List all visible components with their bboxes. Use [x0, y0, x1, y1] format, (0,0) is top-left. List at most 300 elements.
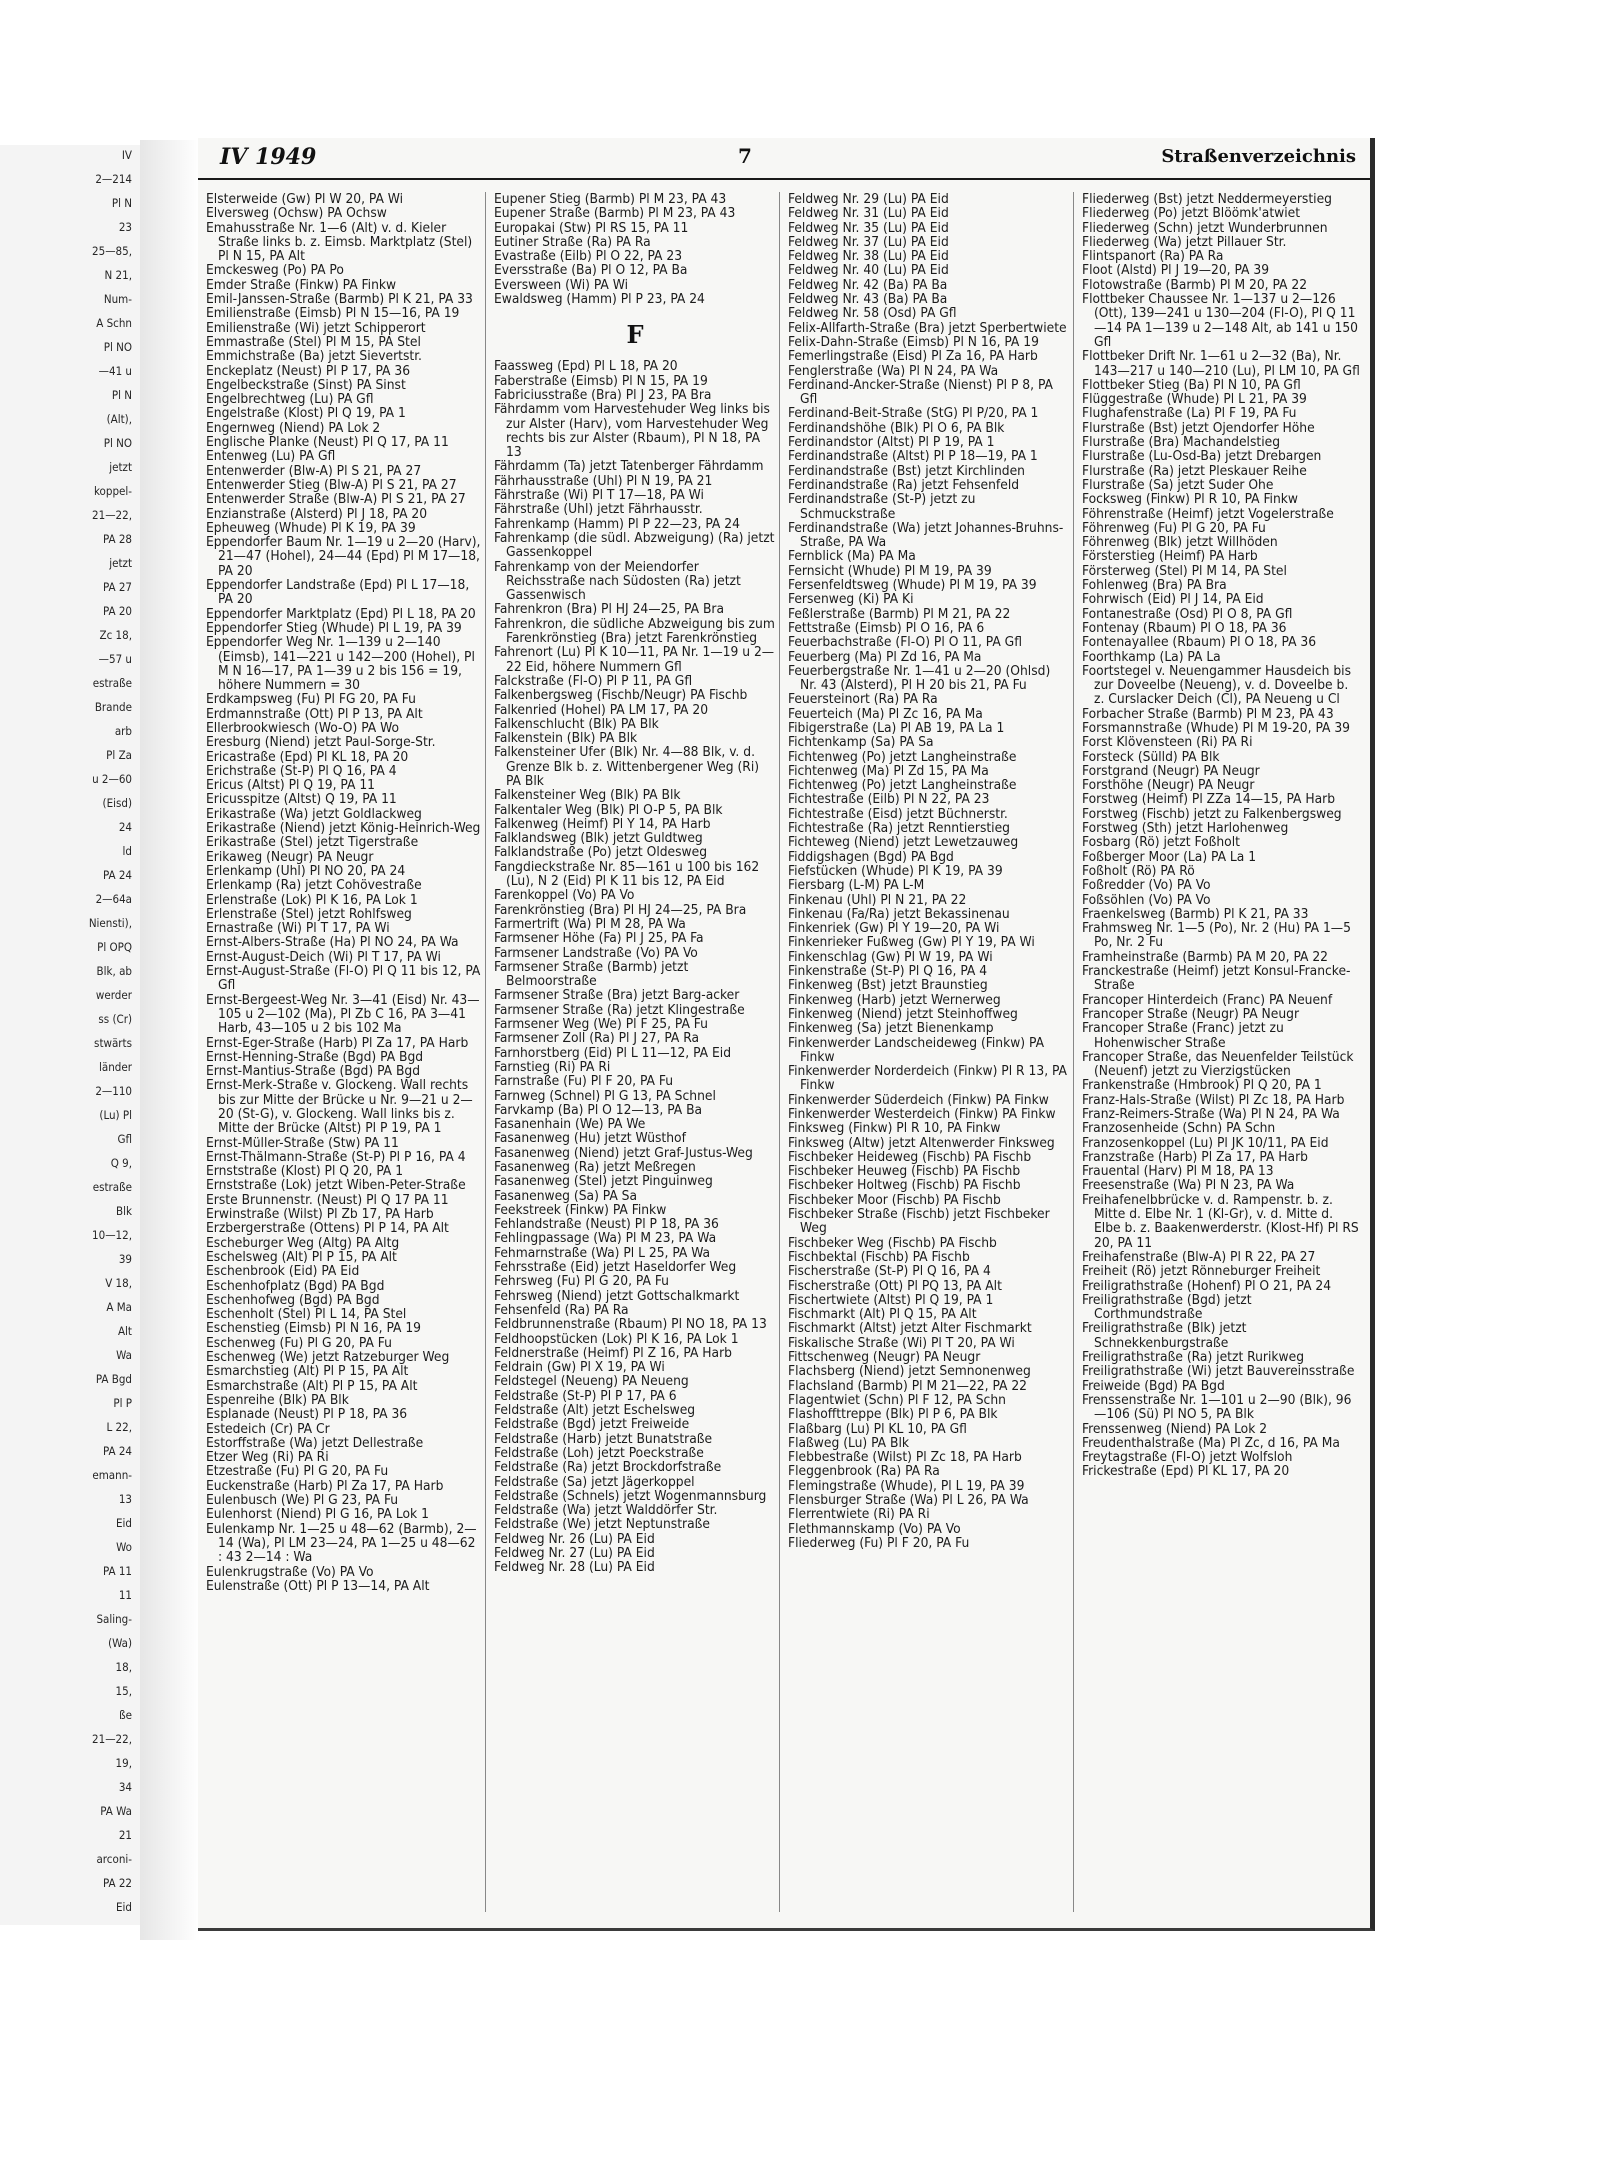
street-entry: Feuersteinort (Ra) PA Ra	[788, 691, 938, 708]
street-entry: Fichtestraße (Eilb) Pl N 22, PA 23	[788, 791, 990, 808]
street-entry: Fliederweg (Bst) jetzt Neddermeyerstieg	[1082, 192, 1332, 207]
street-entry: Freytagstraße (Fl-O) jetzt Wolfsloh	[1082, 1449, 1293, 1466]
strip-fragment: —57 u	[98, 652, 132, 666]
street-entry: Escheburger Weg (Altg) PA Altg	[206, 1234, 400, 1251]
street-entry: Finksweg (Altw) jetzt Altenwerder Finksweg	[788, 1134, 1055, 1151]
street-entry: Fliederweg (Po) jetzt Blöömk'atwiet	[1082, 205, 1301, 222]
street-entry: Fasanenweg (Niend) jetzt Graf-Justus-Weg	[494, 1144, 753, 1161]
street-entry: Forsmannstraße (Whude) Pl M 19-20, PA 39	[1082, 719, 1350, 736]
street-entry: Feldstraße (Sa) jetzt Jägerkoppel	[494, 1473, 695, 1490]
street-entry: Espenreihe (Blk) PA Blk	[206, 1391, 349, 1408]
street-entry: Francoper Straße, das Neuenfelder Teilstück (Neuenf) jetzt zu Vierzigstücken	[1082, 1048, 1354, 1080]
street-entry: Fasanenhain (We) PA We	[494, 1116, 646, 1133]
street-entry: Farmsener Weg (We) Pl F 25, PA Fu	[494, 1016, 708, 1033]
street-entry: Ernst-Albers-Straße (Ha) Pl NO 24, PA Wa	[206, 934, 459, 951]
street-entry: Farmertrift (Wa) Pl M 28, PA Wa	[494, 915, 686, 932]
strip-fragment: jetzt	[109, 460, 132, 474]
strip-fragment: PA Bgd	[95, 1372, 132, 1386]
street-entry: Fichtestraße (Ra) jetzt Renntierstieg	[788, 820, 1011, 837]
street-entry: Ernst-Thälmann-Straße (St-P) Pl P 16, PA 4	[206, 1148, 466, 1165]
street-entry: Fiddigshagen (Bgd) PA Bgd	[788, 848, 954, 865]
street-entry: Ferdinandstraße (Altst) Pl P 18—19, PA 1	[788, 448, 1038, 465]
strip-fragment: Saling-	[96, 1612, 132, 1626]
street-entry: Feldweg Nr. 35 (Lu) PA Eid	[788, 219, 949, 236]
street-entry: Feßlerstraße (Barmb) Pl M 21, PA 22	[788, 605, 1011, 622]
street-entry: Eulenkrugstraße (Vo) PA Vo	[206, 1563, 374, 1580]
street-entry: Feldhoopstücken (Lok) Pl K 16, PA Lok 1	[494, 1330, 739, 1347]
street-entry: Flurstraße (Sa) jetzt Suder Ohe	[1082, 476, 1274, 493]
volume-year: IV 1949	[220, 144, 317, 170]
street-entry: Erwinstraße (Wilst) Pl Zb 17, PA Harb	[206, 1206, 434, 1223]
strip-fragment: PA 27	[102, 580, 132, 594]
street-entry: Farmsener Zoll (Ra) Pl J 27, PA Ra	[494, 1030, 700, 1047]
street-entry: Franz-Hals-Straße (Wilst) Pl Zc 18, PA Harb	[1082, 1091, 1345, 1108]
street-entry: Fabriciusstraße (Bra) Pl J 23, PA Bra	[494, 386, 712, 403]
street-entry: Eupener Straße (Barmb) Pl M 23, PA 43	[494, 205, 736, 222]
street-entry: Ewaldsweg (Hamm) Pl P 23, PA 24	[494, 291, 705, 308]
street-entry: Floot (Alstd) Pl J 19—20, PA 39	[1082, 262, 1270, 279]
street-entry: Fontenayallee (Rbaum) Pl O 18, PA 36	[1082, 634, 1317, 651]
street-entry: Fasanenweg (Stel) jetzt Pinguinweg	[494, 1173, 713, 1190]
strip-fragment: L 22,	[106, 1420, 132, 1434]
street-entry: Erzbergerstraße (Ottens) Pl P 14, PA Alt	[206, 1220, 449, 1237]
page-header	[198, 138, 1370, 180]
street-entry: Esmarchstieg (Alt) Pl P 15, PA Alt	[206, 1363, 409, 1380]
street-entry: Finkenstraße (St-P) Pl Q 16, PA 4	[788, 963, 988, 980]
street-entry: Ernastraße (Wi) Pl T 17, PA Wi	[206, 920, 390, 937]
strip-fragment: 2—214	[95, 172, 132, 186]
strip-fragment: Pl Za	[106, 748, 132, 762]
street-entry: Fischmarkt (Alt) Pl Q 15, PA Alt	[788, 1306, 977, 1323]
street-entry: Franzosenkoppel (Lu) Pl JK 10/11, PA Eid	[1082, 1134, 1329, 1151]
strip-fragment: —41 u	[98, 364, 132, 378]
strip-fragment: ße	[119, 1708, 132, 1722]
street-entry: Freihafenstraße (Blw-A) Pl R 22, PA 27	[1082, 1248, 1316, 1265]
street-entry: Forstweg (Sth) jetzt Harlohenweg	[1082, 820, 1289, 837]
street-entry: Feldstraße (Harb) jetzt Bunatstraße	[494, 1430, 713, 1447]
street-entry: Enzianstraße (Alsterd) Pl J 18, PA 20	[206, 505, 428, 522]
strip-fragment: 21—22,	[92, 508, 132, 522]
strip-fragment: 25—85,	[92, 244, 132, 258]
street-entry: Enckeplatz (Neust) Pl P 17, PA 36	[206, 362, 411, 379]
street-entry: Flachsberg (Niend) jetzt Semnonenweg	[788, 1363, 1031, 1380]
strip-fragment: (Alt),	[106, 412, 132, 426]
street-entry: Eversstraße (Ba) Pl O 12, PA Ba	[494, 262, 688, 279]
street-entry: Falkenbergsweg (Fischb/Neugr) PA Fischb	[494, 687, 748, 704]
street-entry: Fiskalische Straße (Wi) Pl T 20, PA Wi	[788, 1334, 1015, 1351]
street-entry: Fischbeker Heideweg (Fischb) PA Fischb	[788, 1148, 1032, 1165]
street-entry: Frahmsweg Nr. 1—5 (Po), Nr. 2 (Hu) PA 1—5 Po, Nr. 2 Fu	[1082, 920, 1351, 951]
street-entry: Feuerbachstraße (Fl-O) Pl O 11, PA Gfl	[788, 634, 1022, 651]
strip-fragment: Zc 18,	[99, 628, 132, 642]
street-entry: Ericus (Altst) Pl Q 19, PA 11	[206, 777, 375, 794]
strip-fragment: Gfl	[117, 1132, 132, 1146]
street-entry: Falkentaler Weg (Blk) Pl O-P 5, PA Blk	[494, 801, 723, 818]
strip-fragment: N 21,	[104, 268, 132, 282]
street-entry: Entenwerder Stieg (Blw-A) Pl S 21, PA 27	[206, 476, 457, 493]
street-entry: Ernst-Merk-Straße v. Glockeng. Wall rechts bis zur Mitte der Brücke u Nr. 9—21 u 2—20 (St-G), v. Glockeng. Wall links bis z. Mitte der Brücke (Altst) Pl P 19, PA 1	[206, 1077, 473, 1137]
street-entry: Ernst-Eger-Straße (Harb) Pl Za 17, PA Harb	[206, 1034, 469, 1051]
strip-fragment: 10—12,	[92, 1228, 132, 1242]
street-entry: Feldstraße (Wa) jetzt Walddörfer Str.	[494, 1502, 718, 1519]
page-fold	[140, 140, 200, 1940]
street-entry: Freiligrathstraße (Hohenf) Pl O 21, PA 24	[1082, 1277, 1332, 1294]
street-entry: Freesenstraße (Wa) Pl N 23, PA Wa	[1082, 1177, 1295, 1194]
street-entry: Feldbrunnenstraße (Rbaum) Pl NO 18, PA 13	[494, 1316, 767, 1333]
street-entry: Farnstieg (Ri) PA Ri	[494, 1058, 611, 1075]
strip-fragment: ss (Cr)	[98, 1012, 132, 1026]
street-entry: Erikastraße (Stel) jetzt Tigerstraße	[206, 834, 419, 851]
street-entry: Fohlenweg (Bra) PA Bra	[1082, 577, 1227, 594]
street-entry: Entenweg (Lu) PA Gfl	[206, 448, 336, 465]
street-entry: Feldweg Nr. 26 (Lu) PA Eid	[494, 1530, 655, 1547]
street-entry: Falkensteiner Weg (Blk) PA Blk	[494, 787, 681, 804]
strip-fragment: Pl N	[111, 196, 132, 210]
street-entry: Franzstraße (Harb) Pl Za 17, PA Harb	[1082, 1148, 1308, 1165]
strip-fragment: 19,	[115, 1756, 132, 1770]
street-entry: Farenkoppel (Vo) PA Vo	[494, 887, 635, 904]
street-entry: Erdkampsweg (Fu) Pl FG 20, PA Fu	[206, 691, 416, 708]
street-entry: Flurstraße (Bst) jetzt Ojendorfer Höhe	[1082, 419, 1315, 436]
street-entry: Feldstraße (Bgd) jetzt Freiweide	[494, 1416, 690, 1433]
street-entry: Farmsener Straße (Barmb) jetzt Belmoorstraße	[494, 958, 689, 990]
street-entry: Feldweg Nr. 40 (Lu) PA Eid	[788, 262, 949, 279]
street-entry: Eschenholt (Stel) Pl L 14, PA Stel	[206, 1306, 407, 1323]
street-entry: Fasanenweg (Sa) PA Sa	[494, 1187, 638, 1204]
street-entry: Farnhorstberg (Eid) Pl L 11—12, PA Eid	[494, 1044, 732, 1061]
street-entry: Feldstraße (Ra) jetzt Brockdorfstraße	[494, 1459, 722, 1476]
street-entry: Ernst-Mantius-Straße (Bgd) PA Bgd	[206, 1063, 421, 1080]
street-entry: Feldweg Nr. 28 (Lu) PA Eid	[494, 1559, 655, 1576]
strip-fragment: koppel-	[93, 484, 132, 498]
street-entry: Erlenstraße (Lok) Pl K 16, PA Lok 1	[206, 891, 418, 908]
street-entry: Fährhausstraße (Uhl) Pl N 19, PA 21	[494, 472, 713, 489]
street-entry: Foßholt (Rö) PA Rö	[1082, 862, 1195, 879]
street-entry: Flebbestraße (Wilst) Pl Zc 18, PA Harb	[788, 1449, 1022, 1466]
street-entry: Eulenstraße (Ott) Pl P 13—14, PA Alt	[206, 1577, 430, 1594]
street-entry: Feldweg Nr. 31 (Lu) PA Eid	[788, 205, 949, 222]
street-entry: Flotowstraße (Barmb) Pl M 20, PA 22	[1082, 276, 1308, 293]
street-entry: Estedeich (Cr) PA Cr	[206, 1420, 330, 1437]
street-entry: Forsteck (Sülld) PA Blk	[1082, 748, 1220, 765]
street-entry: Flurstraße (Lu-Osd-Ba) jetzt Drebargen	[1082, 448, 1322, 465]
street-entry: Fichtestraße (Eisd) jetzt Büchnerstr.	[788, 805, 1008, 822]
street-entry: Flurstraße (Bra) Machandelstieg	[1082, 434, 1281, 451]
street-entry: Freiligrathstraße (Bgd) jetzt Corthmundstraße	[1082, 1291, 1252, 1323]
street-entry: Fischerstraße (St-P) Pl Q 16, PA 4	[788, 1263, 991, 1280]
strip-fragment: Pl NO	[103, 436, 132, 450]
column-3	[779, 192, 1074, 1912]
street-entry: Emahusstraße Nr. 1—6 (Alt) v. d. Kieler Straße links b. z. Eimsb. Marktplatz (Stel) Pl N 15, PA Alt	[206, 219, 473, 265]
street-entry: Feldweg Nr. 38 (Lu) PA Eid	[788, 248, 949, 265]
street-entry: Fichteweg (Niend) jetzt Lewetzauweg	[788, 834, 1019, 851]
street-entry: Engelbrechtweg (Lu) PA Gfl	[206, 391, 374, 408]
street-entry: Flüggestraße (Whude) Pl L 21, PA 39	[1082, 391, 1307, 408]
street-entry: Engelbeckstraße (Sinst) PA Sinst	[206, 376, 406, 393]
street-entry: Finkenau (Uhl) Pl N 21, PA 22	[788, 891, 967, 908]
street-entry: Forsthöhe (Neugr) PA Neugr	[1082, 777, 1255, 794]
street-entry: Emil-Janssen-Straße (Barmb) Pl K 21, PA 33	[206, 291, 473, 308]
street-entry: Farnweg (Schnel) Pl G 13, PA Schnel	[494, 1087, 716, 1104]
street-entry: Englische Planke (Neust) Pl Q 17, PA 11	[206, 434, 449, 451]
street-entry: Emmastraße (Stel) Pl M 15, PA Stel	[206, 333, 421, 350]
street-entry: Eschenweg (We) jetzt Ratzeburger Weg	[206, 1349, 450, 1366]
street-entry: Fliederweg (Wa) jetzt Pillauer Str.	[1082, 233, 1287, 250]
street-entry: Finkenweg (Sa) jetzt Bienenkamp	[788, 1020, 994, 1037]
street-entry: Ferdinandshöhe (Blk) Pl O 6, PA Blk	[788, 419, 1005, 436]
street-entry: Focksweg (Finkw) Pl R 10, PA Finkw	[1082, 491, 1298, 508]
street-entry: Foorthkamp (La) PA La	[1082, 648, 1221, 665]
street-entry: Fichtenweg (Ma) Pl Zd 15, PA Ma	[788, 762, 989, 779]
street-entry: Fiersbarg (L-M) PA L-M	[788, 877, 925, 894]
street-entry: Fährstraße (Wi) Pl T 17—18, PA Wi	[494, 487, 704, 504]
street-entry: Francoper Straße (Franc) jetzt zu Hohenwischer Straße	[1082, 1020, 1284, 1051]
street-entry: Finkenwerder Norderdeich (Finkw) Pl R 13, PA Finkw	[788, 1063, 1067, 1094]
street-entry: Fersenweg (Ki) PA Ki	[788, 591, 914, 608]
strip-fragment: stwärts	[94, 1036, 132, 1050]
street-entry: Falkensteiner Ufer (Blk) Nr. 4—88 Blk, v. d. Grenze Blk b. z. Wittenbergener Weg (Ri) PA Blk	[494, 744, 760, 789]
street-entry: Finkenweg (Niend) jetzt Steinhoffweg	[788, 1005, 1018, 1022]
street-entry: Engernweg (Niend) PA Lok 2	[206, 419, 381, 436]
street-entry: Ferdinandstraße (Ra) jetzt Fehsenfeld	[788, 476, 1020, 493]
street-entry: Felix-Dahn-Straße (Eimsb) Pl N 16, PA 19	[788, 333, 1039, 350]
street-entry: Engelstraße (Klost) Pl Q 19, PA 1	[206, 405, 406, 422]
street-entry: Eversween (Wi) PA Wi	[494, 276, 629, 293]
street-entry: Erlenkamp (Ra) jetzt Cohövestraße	[206, 877, 422, 894]
street-entry: Feldweg Nr. 27 (Lu) PA Eid	[494, 1545, 655, 1562]
street-entry: Farmsener Straße (Ra) jetzt Klingestraße	[494, 1001, 745, 1018]
strip-fragment: Pl NO	[103, 340, 132, 354]
strip-fragment: 11	[118, 1588, 132, 1602]
street-entry: Fleggenbrook (Ra) PA Ra	[788, 1463, 940, 1480]
street-entry: Forbacher Straße (Barmb) Pl M 23, PA 43	[1082, 705, 1334, 722]
street-entry: Fichtenweg (Po) jetzt Langheinstraße	[788, 748, 1017, 765]
street-entry: Forst Klövensteen (Ri) PA Ri	[1082, 734, 1253, 751]
street-entry: Flagentwiet (Schn) Pl F 12, PA Schn	[788, 1391, 1006, 1408]
street-entry: Fährdamm (Ta) jetzt Tatenberger Fährdamm	[494, 458, 764, 475]
strip-fragment: Pl P	[113, 1396, 132, 1410]
street-entry: Felix-Allfarth-Straße (Bra) jetzt Sperbertwiete	[788, 319, 1067, 336]
strip-fragment: estraße	[92, 1180, 132, 1194]
street-entry: Flerrentwiete (Ri) PA Ri	[788, 1506, 930, 1523]
street-entry: Freudenthalstraße (Ma) Pl Zc, d 16, PA Ma	[1082, 1434, 1340, 1451]
street-entry: Frankenstraße (Hmbrook) Pl Q 20, PA 1	[1082, 1077, 1322, 1094]
strip-fragment: (Eisd)	[102, 796, 132, 810]
street-entry: Esplanade (Neust) Pl P 18, PA 36	[206, 1406, 408, 1423]
street-entry: Feldnerstraße (Heimf) Pl Z 16, PA Harb	[494, 1344, 732, 1361]
street-entry: Fernblick (Ma) PA Ma	[788, 548, 916, 565]
street-entry: Fischbeker Holtweg (Fischb) PA Fischb	[788, 1177, 1021, 1194]
street-entry: Föhrenweg (Fu) Pl G 20, PA Fu	[1082, 519, 1266, 536]
street-entry: Fehrsweg (Niend) jetzt Gottschalkmarkt	[494, 1287, 740, 1304]
strip-fragment: Blk, ab	[96, 964, 132, 978]
street-entry: Finkenwerder Süderdeich (Finkw) PA Finkw	[788, 1091, 1049, 1108]
street-entry: Erichstraße (St-P) Pl Q 16, PA 4	[206, 762, 397, 779]
strip-fragment: PA 24	[102, 1444, 132, 1458]
strip-fragment: PA 11	[102, 1564, 132, 1578]
street-entry: Elversweg (Ochsw) PA Ochsw	[206, 205, 387, 222]
street-entry: Ferdinand-Beit-Straße (StG) Pl P/20, PA 1	[788, 405, 1039, 422]
street-entry: Finkenriek (Gw) Pl Y 19—20, PA Wi	[788, 920, 1000, 937]
street-entry: Erste Brunnenstr. (Neust) Pl Q 17 PA 11	[206, 1191, 449, 1208]
street-entry: Feuerberg (Ma) Pl Zd 16, PA Ma	[788, 648, 982, 665]
street-entry: Etzer Weg (Ri) PA Ri	[206, 1449, 329, 1466]
street-entry: Ernst-Müller-Straße (Stw) PA 11	[206, 1134, 399, 1151]
strip-fragment: Blk	[116, 1204, 132, 1218]
street-entry: Eulenkamp Nr. 1—25 u 48—62 (Barmb), 2—14 (Wa), Pl LM 23—24, PA 1—25 u 48—62 : 43 2—14 : Wa	[206, 1520, 477, 1566]
street-entry: Fahrenkamp von der Meiendorfer Reichsstraße nach Südosten (Ra) jetzt Gassenwisch	[494, 558, 741, 604]
street-entry: Fernsicht (Whude) Pl M 19, PA 39	[788, 562, 992, 579]
street-entry: Ellerbrookwiesch (Wo-O) PA Wo	[206, 719, 399, 736]
street-entry: Fischmarkt (Altst) jetzt Alter Fischmarkt	[788, 1320, 1032, 1337]
street-entry: Flaßweg (Lu) PA Blk	[788, 1434, 910, 1451]
street-entry: Freiligrathstraße (Wi) jetzt Bauvereinsstraße	[1082, 1363, 1355, 1380]
street-entry: Feldweg Nr. 42 (Ba) PA Ba	[788, 276, 948, 293]
strip-fragment: Niensti),	[88, 916, 132, 930]
street-entry: Frickestraße (Epd) Pl KL 17, PA 20	[1082, 1463, 1290, 1480]
strip-fragment: Q 9,	[110, 1156, 132, 1170]
strip-fragment: PA 24	[102, 868, 132, 882]
column-2	[485, 192, 780, 1912]
street-entry: Feldweg Nr. 29 (Lu) PA Eid	[788, 192, 949, 207]
street-entry: Fischbeker Heuweg (Fischb) PA Fischb	[788, 1163, 1021, 1180]
street-entry: Ferdinand-Ancker-Straße (Nienst) Pl P 8, PA Gfl	[788, 376, 1053, 408]
section-title: Straßenverzeichnis	[1161, 146, 1356, 167]
street-entry: Ferdinandstor (Altst) Pl P 19, PA 1	[788, 434, 995, 451]
strip-fragment: 15,	[115, 1684, 132, 1698]
street-entry: Fahrenkamp (die südl. Abzweigung) (Ra) jetzt Gassenkoppel	[494, 529, 775, 561]
street-entry: Erikastraße (Wa) jetzt Goldlackweg	[206, 805, 422, 822]
street-entry: Freiligrathstraße (Blk) jetzt Schnekkenburgstraße	[1082, 1320, 1247, 1351]
street-entry: Farmsener Landstraße (Vo) PA Vo	[494, 944, 698, 961]
column-4	[1073, 192, 1366, 1912]
street-entry: Fliederweg (Fu) Pl F 20, PA Fu	[788, 1534, 970, 1551]
strip-fragment: PA Wa	[100, 1804, 132, 1818]
strip-fragment: (Wa)	[108, 1636, 132, 1650]
street-entry: Franzosenheide (Schn) PA Schn	[1082, 1120, 1276, 1137]
strip-fragment: Pl OPQ	[97, 940, 132, 954]
strip-fragment: 18,	[115, 1660, 132, 1674]
strip-fragment: A Schn	[96, 316, 132, 330]
strip-fragment: Eid	[116, 1900, 132, 1914]
strip-fragment: 39	[118, 1252, 132, 1266]
street-entry: Fährstraße (Uhl) jetzt Fährhausstr.	[494, 501, 703, 518]
strip-fragment: Eid	[116, 1516, 132, 1530]
street-entry: Eschenhofweg (Bgd) PA Bgd	[206, 1291, 380, 1308]
street-entry: Emilienstraße (Wi) jetzt Schipperort	[206, 319, 426, 336]
street-entry: Epheuweg (Whude) Pl K 19, PA 39	[206, 519, 416, 536]
street-entry: Forstgrand (Neugr) PA Neugr	[1082, 762, 1260, 779]
street-entry: Eschenweg (Fu) Pl G 20, PA Fu	[206, 1334, 392, 1351]
street-entry: Föhrenstraße (Heimf) jetzt Vogelerstraße	[1082, 505, 1334, 522]
strip-fragment: PA 20	[102, 604, 132, 618]
street-entry: Fasanenweg (Hu) jetzt Wüsthof	[494, 1130, 686, 1147]
street-entry: Fenglerstraße (Wa) Pl N 24, PA Wa	[788, 362, 999, 379]
strip-fragment: Alt	[117, 1324, 132, 1338]
street-entry: Fischbeker Straße (Fischb) jetzt Fischbeker Weg	[788, 1206, 1050, 1237]
street-entry: Euckenstraße (Harb) Pl Za 17, PA Harb	[206, 1477, 444, 1494]
strip-fragment: u 2—60	[92, 772, 132, 786]
street-entry: Feldstraße (St-P) Pl P 17, PA 6	[494, 1387, 677, 1404]
page-number: 7	[738, 144, 752, 168]
street-entry: Fahrenkron (Bra) Pl HJ 24—25, PA Bra	[494, 601, 724, 618]
street-entry: Ernststraße (Lok) jetzt Wiben-Peter-Straße	[206, 1177, 466, 1194]
street-entry: Franckestraße (Heimf) jetzt Konsul-Francke-Straße	[1082, 963, 1351, 994]
street-entry: Ernst-August-Deich (Wi) Pl T 17, PA Wi	[206, 948, 441, 965]
street-entry: Franz-Reimers-Straße (Wa) Pl N 24, PA Wa	[1082, 1106, 1340, 1122]
street-entry: Europakai (Stw) Pl RS 15, PA 11	[494, 219, 689, 236]
street-entry: Foßsöhlen (Vo) PA Vo	[1082, 891, 1211, 908]
street-entry: Finkenschlag (Gw) Pl W 19, PA Wi	[788, 948, 993, 965]
strip-fragment: PA 28	[102, 532, 132, 546]
strip-fragment: Brande	[94, 700, 132, 714]
street-entry: Fontenay (Rbaum) Pl O 18, PA 36	[1082, 619, 1287, 636]
strip-fragment: 21	[118, 1828, 132, 1842]
strip-fragment: IV	[121, 148, 132, 162]
street-entry: Fraenkelsweg (Barmb) Pl K 21, PA 33	[1082, 905, 1309, 922]
street-entry: Frauental (Harv) Pl M 18, PA 13	[1082, 1163, 1274, 1180]
street-entry: Feldstraße (Schnels) jetzt Wogenmannsburg	[494, 1487, 767, 1504]
strip-fragment: 23	[118, 220, 132, 234]
street-entry: Ferdinandstraße (St-P) jetzt zu Schmuckstraße	[788, 491, 976, 522]
street-entry: Fischbektal (Fischb) PA Fischb	[788, 1248, 970, 1265]
street-entry: Fischbeker Weg (Fischb) PA Fischb	[788, 1234, 997, 1251]
street-entry: Freiheit (Rö) jetzt Rönneburger Freiheit	[1082, 1263, 1321, 1280]
street-entry: Feuerbergstraße Nr. 1—41 u 2—20 (Ohlsd) Nr. 43 (Alsterd), Pl H 20 bis 21, PA Fu	[788, 662, 1051, 694]
street-entry: Feldstraße (Alt) jetzt Eschelsweg	[494, 1402, 696, 1419]
street-entry: Freihafenelbbrücke v. d. Rampenstr. b. z. Mitte d. Elbe Nr. 1 (Kl-Gr), v. d. Mitte d. Elbe b. z. Baakenwerderstr. (Klost-Hf) Pl RS 20, PA 11	[1082, 1191, 1359, 1251]
street-entry: Feldstraße (We) jetzt Neptunstraße	[494, 1516, 710, 1533]
street-entry: Feldstegel (Neueng) PA Neueng	[494, 1373, 689, 1390]
street-entry: Fasanenweg (Ra) jetzt Meßregen	[494, 1159, 696, 1175]
strip-fragment: jetzt	[109, 556, 132, 570]
street-entry: Feekstreek (Finkw) PA Finkw	[494, 1201, 667, 1218]
street-entry: Eschelsweg (Alt) Pl P 15, PA Alt	[206, 1248, 397, 1265]
street-entry: Entenwerder Straße (Blw-A) Pl S 21, PA 27	[206, 491, 466, 508]
strip-fragment: 21—22,	[92, 1732, 132, 1746]
strip-fragment: länder	[99, 1060, 132, 1074]
street-entry: Finkenrieker Fußweg (Gw) Pl Y 19, PA Wi	[788, 934, 1035, 951]
street-entry: Fettstraße (Eimsb) Pl O 16, PA 6	[788, 619, 985, 636]
street-entry: Flaßbarg (Lu) Pl KL 10, PA Gfl	[788, 1420, 967, 1437]
strip-fragment: ld	[122, 844, 132, 858]
street-entry: Falklandstraße (Po) jetzt Oldesweg	[494, 844, 708, 861]
street-entry: Fehlingpassage (Wa) Pl M 23, PA Wa	[494, 1230, 717, 1247]
street-entry: Flurstraße (Ra) jetzt Pleskauer Reihe	[1082, 462, 1307, 479]
street-entry: Feldweg Nr. 37 (Lu) PA Eid	[788, 233, 949, 250]
street-entry: Eschenhofplatz (Bgd) PA Bgd	[206, 1277, 385, 1294]
strip-fragment: Wo	[116, 1540, 132, 1554]
street-entry: Fiefstücken (Whude) Pl K 19, PA 39	[788, 862, 1003, 879]
street-entry: Finkenwerder Landscheideweg (Finkw) PA Finkw	[788, 1034, 1044, 1065]
street-entry: Fosbarg (Rö) jetzt Foßholt	[1082, 834, 1240, 851]
street-entry: Eppendorfer Baum Nr. 1—19 u 2—20 (Harv), 21—47 (Hohel), 24—44 (Epd) Pl M 17—18, PA 20	[206, 534, 481, 579]
street-entry: Flughafenstraße (La) Pl F 19, PA Fu	[1082, 405, 1297, 422]
street-entry: Fehrsweg (Fu) Pl G 20, PA Fu	[494, 1273, 669, 1290]
street-entry: Föhrenweg (Blk) jetzt Willhöden	[1082, 534, 1278, 551]
street-entry: Fehlandstraße (Neust) Pl P 18, PA 36	[494, 1216, 719, 1233]
street-entry: Faassweg (Epd) Pl L 18, PA 20	[494, 358, 678, 375]
street-entry: Eschenbrook (Eid) PA Eid	[206, 1263, 360, 1280]
street-entry: Foßberger Moor (La) PA La 1	[1082, 848, 1257, 865]
street-entry: Eppendorfer Landstraße (Epd) Pl L 17—18, PA 20	[206, 577, 470, 608]
street-entry: Eupener Stieg (Barmb) Pl M 23, PA 43	[494, 192, 727, 207]
street-entry: Farvkamp (Ba) Pl O 12—13, PA Ba	[494, 1101, 703, 1118]
street-entry: Emmichstraße (Ba) jetzt Sievertstr.	[206, 348, 422, 365]
street-entry: Falkenried (Hohel) PA LM 17, PA 20	[494, 701, 709, 718]
street-entry: Försterweg (Stel) Pl M 14, PA Stel	[1082, 562, 1287, 579]
street-entry: Försterstieg (Heimf) PA Harb	[1082, 548, 1258, 565]
